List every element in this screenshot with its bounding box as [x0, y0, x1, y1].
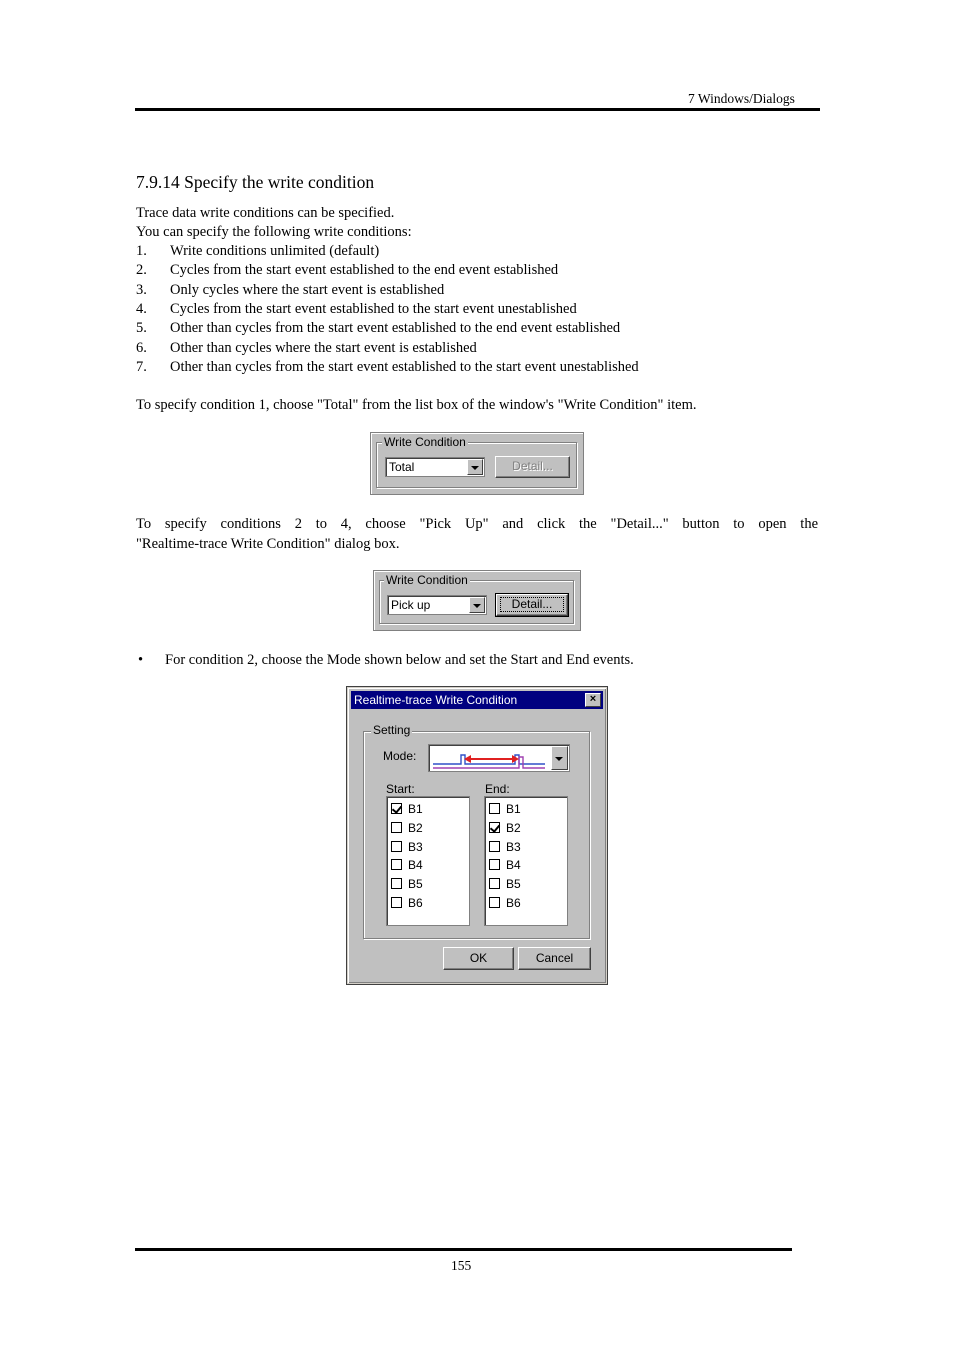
list-item: 1.	[136, 243, 147, 259]
paragraph-condition-2-4-line-2: "Realtime-trace Write Condition" dialog box.	[136, 536, 400, 552]
checkbox[interactable]	[391, 897, 402, 908]
start-label: Start:	[386, 782, 415, 796]
write-condition-widget-total	[370, 432, 584, 495]
close-button[interactable]	[585, 693, 601, 707]
list-item-text: Other than cycles where the start event is established	[170, 339, 477, 356]
dropdown-button[interactable]	[469, 597, 485, 613]
item-label: B5	[408, 877, 423, 891]
end-label: End:	[485, 782, 510, 796]
list-item: 6.	[136, 339, 147, 356]
list-item-text: Write conditions unlimited (default)	[170, 243, 380, 259]
chevron-down-icon	[555, 757, 563, 761]
mode-select[interactable]	[428, 744, 570, 772]
list-item: 7.	[136, 358, 147, 375]
checkbox[interactable]	[489, 878, 500, 889]
setting-group-label: Setting	[373, 723, 411, 737]
list-item-text: Only cycles where the start event is established	[170, 281, 445, 298]
item-label: B4	[408, 858, 423, 872]
checkbox[interactable]	[489, 803, 500, 814]
detail-button-label: Detail...	[500, 597, 564, 612]
checkbox[interactable]	[391, 859, 402, 870]
ok-button-label: OK	[469, 951, 488, 965]
intro-line-1: Trace data write conditions can be specified.	[136, 205, 395, 221]
detail-button[interactable]	[495, 456, 570, 478]
group-label: Write Condition	[386, 573, 468, 587]
item-label: B2	[506, 821, 521, 835]
checkbox[interactable]	[489, 897, 500, 908]
ok-button[interactable]	[443, 947, 514, 970]
dropdown-button[interactable]	[467, 459, 483, 475]
list-item-text: Cycles from the start event established to the end event established	[170, 262, 559, 279]
cancel-button-label: Cancel	[535, 951, 574, 965]
write-condition-widget-pickup	[373, 570, 581, 631]
select-value: Pick up	[391, 598, 431, 612]
group-label: Write Condition	[384, 435, 466, 449]
checkbox-checked[interactable]	[489, 822, 500, 833]
realtime-trace-write-condition-dialog	[347, 687, 607, 984]
item-label: B2	[408, 821, 423, 835]
checkbox[interactable]	[391, 841, 402, 852]
header-rule	[135, 108, 820, 111]
item-label: B3	[506, 840, 521, 854]
checkbox[interactable]	[391, 822, 402, 833]
dialog-title: Realtime-trace Write Condition	[354, 693, 518, 707]
item-label: B1	[408, 802, 423, 816]
end-event-list[interactable]	[484, 796, 568, 926]
item-label: B5	[506, 877, 521, 891]
page-number: 155	[451, 1258, 472, 1273]
list-item: 5.	[136, 320, 147, 337]
item-label: B1	[506, 802, 521, 816]
intro-line-2: You can specify the following write conditions:	[136, 224, 412, 240]
list-item-text: Cycles from the start event established to the start event unestablished	[170, 300, 577, 317]
chevron-down-icon	[471, 466, 479, 470]
item-label: B3	[408, 840, 423, 854]
write-condition-select[interactable]	[385, 457, 485, 477]
item-label: B6	[408, 896, 423, 910]
write-condition-select[interactable]	[387, 595, 487, 615]
bullet-symbol: •	[138, 652, 144, 668]
detail-button[interactable]	[496, 594, 568, 616]
paragraph-condition-1: To specify condition 1, choose "Total" from the list box of the window's "Write Condition" item.	[136, 397, 697, 413]
item-label: B4	[506, 858, 521, 872]
checkbox-checked[interactable]	[391, 803, 402, 814]
running-header: 7 Windows/Dialogs	[688, 91, 795, 106]
paragraph-condition-2-4-line-1: To specify conditions 2 to 4, choose "Pick Up" and click the "Detail..." button to open the	[136, 516, 818, 532]
checkbox[interactable]	[489, 859, 500, 870]
dialog-titlebar[interactable]	[351, 691, 603, 709]
checkbox[interactable]	[489, 841, 500, 852]
close-icon: ×	[589, 693, 597, 705]
cancel-button[interactable]	[518, 947, 591, 970]
list-item: 4.	[136, 300, 147, 317]
mode-label: Mode:	[383, 749, 417, 763]
list-item: 2.	[136, 262, 147, 279]
waveform-mode-icon	[431, 746, 549, 770]
list-item-text: Other than cycles from the start event established to the end event established	[170, 320, 621, 337]
list-item-text: Other than cycles from the start event established to the start event unestablished	[170, 358, 639, 375]
section-title: 7.9.14 Specify the write condition	[136, 172, 375, 192]
checkbox[interactable]	[391, 878, 402, 889]
select-value: Total	[389, 460, 415, 474]
dropdown-button[interactable]	[551, 746, 568, 770]
detail-button-label: Detail...	[512, 459, 553, 473]
bullet-text: For condition 2, choose the Mode shown below and set the Start and End events.	[165, 652, 634, 668]
footer-rule	[135, 1248, 792, 1251]
item-label: B6	[506, 896, 521, 910]
start-event-list[interactable]	[386, 796, 470, 926]
chevron-down-icon	[473, 604, 481, 608]
list-item: 3.	[136, 281, 147, 298]
